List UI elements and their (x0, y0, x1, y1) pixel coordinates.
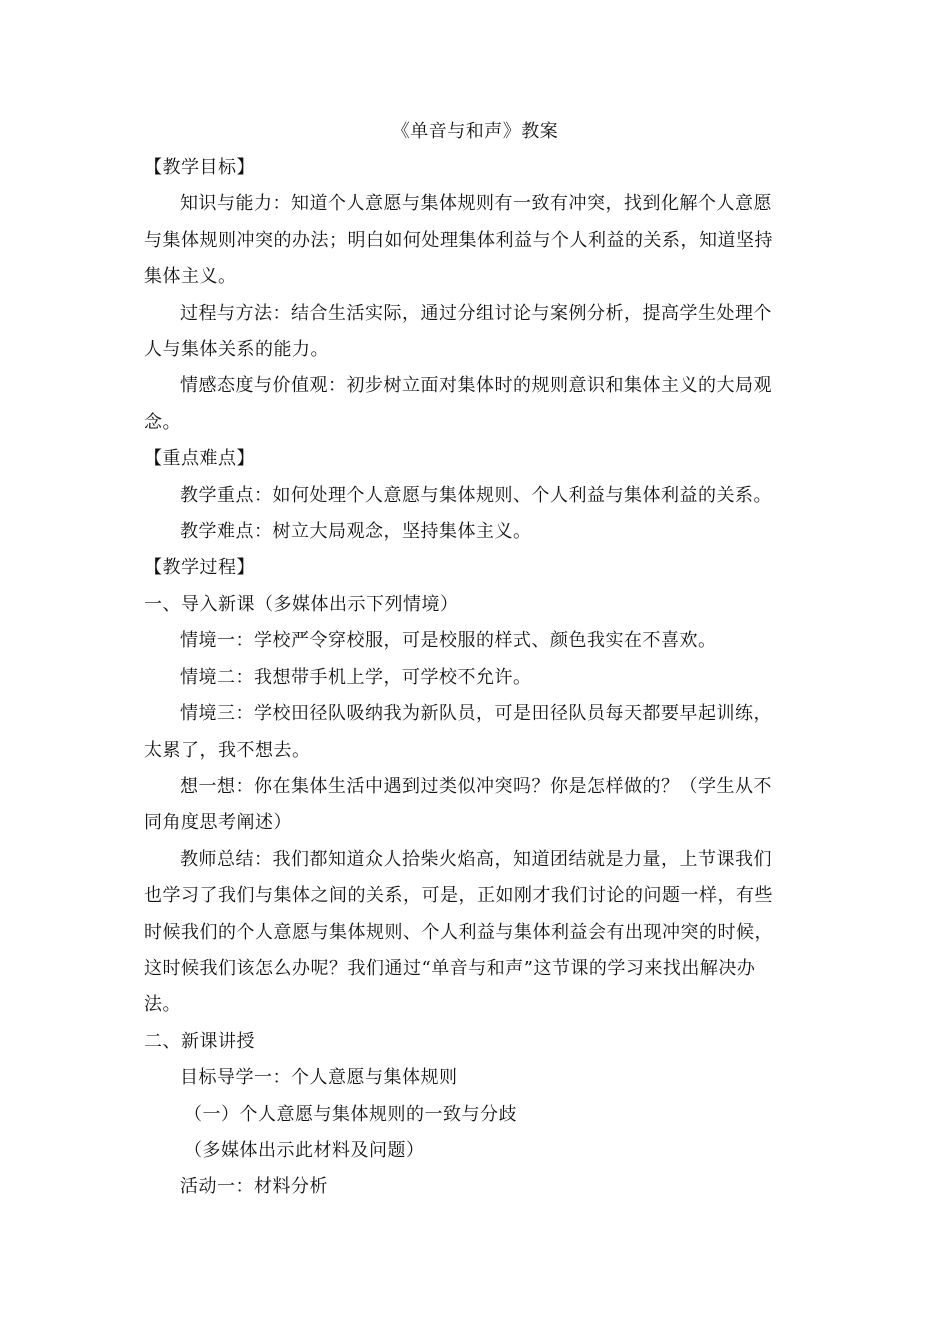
text-line: 时候我们的个人意愿与集体规则、个人利益与集体利益会有出现冲突的时候， (144, 921, 773, 943)
text-line: 情境一：学校严令穿校服，可是校服的样式、颜色我实在不喜欢。 (180, 630, 717, 652)
text-line: 知识与能力：知道个人意愿与集体规则有一致有冲突，找到化解个人意愿 (180, 193, 772, 215)
text-line: 教师总结：我们都知道众人拾柴火焰高，知道团结就是力量，上节课我们 (180, 848, 772, 870)
text-line: 一、导入新课（多媒体出示下列情境） (144, 593, 459, 615)
text-line: 情境二：我想带手机上学，可学校不允许。 (180, 666, 532, 688)
text-line: 教学难点：树立大局观念，坚持集体主义。 (180, 521, 532, 543)
text-line: 太累了，我不想去。 (144, 739, 311, 761)
text-line: 法。 (144, 994, 181, 1016)
text-line: （多媒体出示此材料及问题） (184, 1139, 425, 1161)
text-line: 集体主义。 (144, 266, 237, 288)
text-line: 【教学过程】 (144, 557, 255, 579)
text-line: 过程与方法：结合生活实际，通过分组讨论与案例分析，提高学生处理个 (180, 302, 772, 324)
text-line: 情境三：学校田径队吸纳我为新队员，可是田径队员每天都要早起训练， (180, 703, 772, 725)
text-line: （一）个人意愿与集体规则的一致与分歧 (184, 1103, 517, 1125)
document-body (144, 150, 806, 1206)
text-line: 与集体规则冲突的办法；明白如何处理集体利益与个人利益的关系，知道坚持 (144, 229, 773, 251)
text-line: 念。 (144, 411, 181, 433)
text-line: 情感态度与价值观：初步树立面对集体时的规则意识和集体主义的大局观 (180, 375, 772, 397)
text-line: 活动一：材料分析 (180, 1176, 328, 1198)
document-title: 《单音与和声》教案 (391, 121, 559, 142)
text-line: 这时候我们该怎么办呢？我们通过“单音与和声”这节课的学习来找出解决办 (144, 957, 756, 979)
text-line: 也学习了我们与集体之间的关系，可是，正如刚才我们讨论的问题一样，有些 (144, 885, 773, 907)
text-line: 目标导学一：个人意愿与集体规则 (180, 1067, 458, 1089)
text-line: 同角度思考阐述） (144, 812, 292, 834)
text-line: 想一想：你在集体生活中遇到过类似冲突吗？你是怎样做的？（学生从不 (180, 775, 772, 797)
text-line: 【重点难点】 (144, 448, 255, 470)
document-page (144, 114, 806, 1206)
text-line: 人与集体关系的能力。 (144, 339, 329, 361)
text-line: 二、新课讲授 (144, 1030, 255, 1052)
text-line: 教学重点：如何处理个人意愿与集体规则、个人利益与集体利益的关系。 (180, 484, 772, 506)
text-line: 【教学目标】 (144, 157, 255, 178)
